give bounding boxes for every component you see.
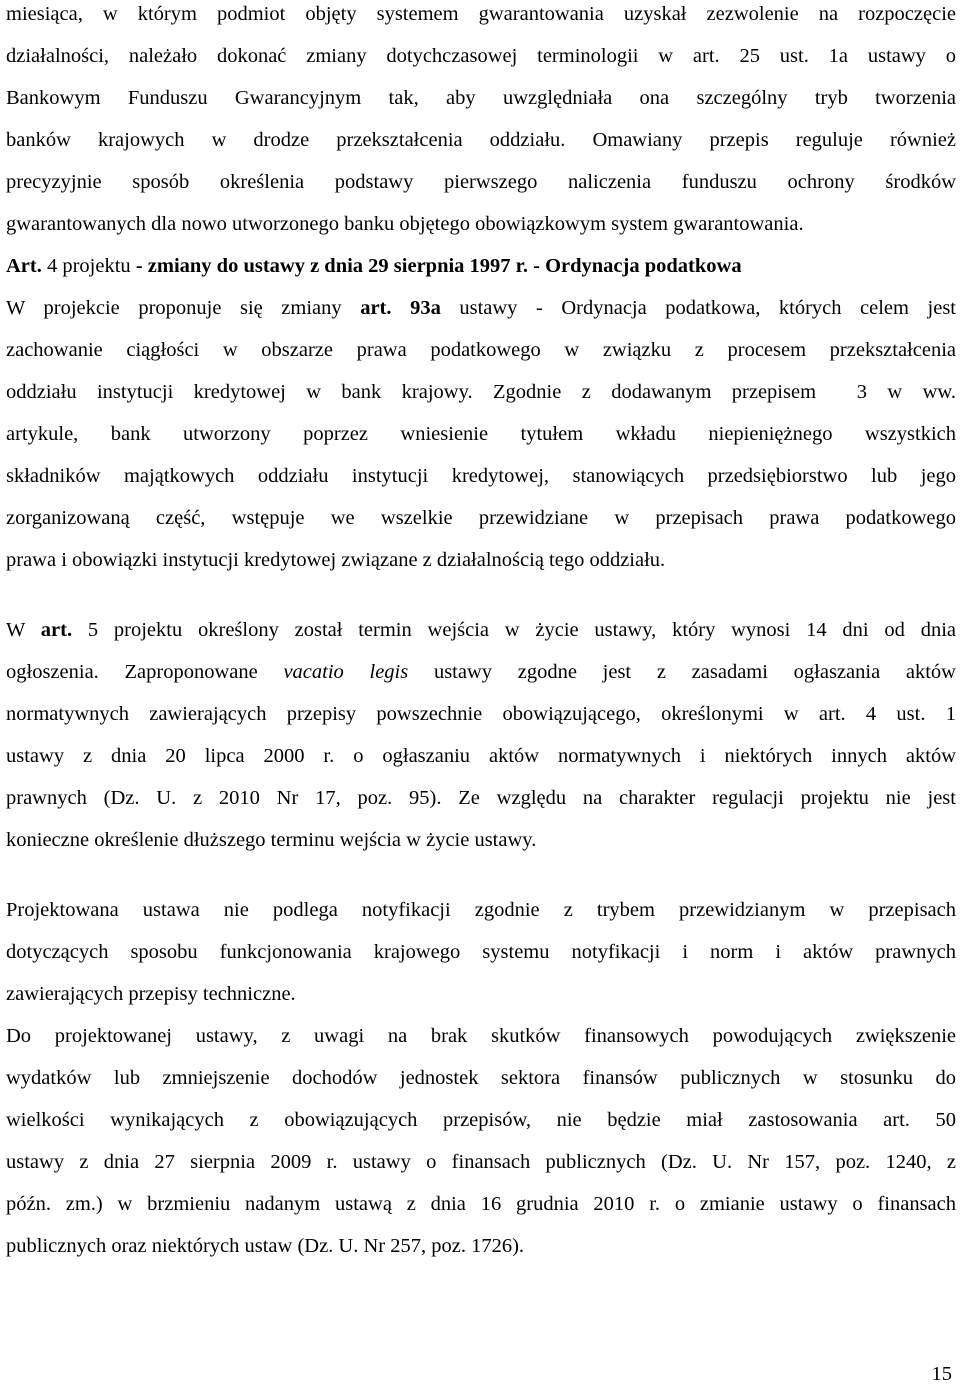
text-line — [6, 422, 956, 446]
text-run: prawnych (Dz. U. z 2010 Nr 17, poz. 95). Ze względu na charakter regulacji projektu nie jest — [6, 787, 956, 809]
text-line — [6, 464, 956, 488]
article-ref: art. — [360, 297, 392, 319]
article-ref: Art. — [6, 255, 42, 277]
text-run: Projektowana ustawa nie podlega notyfikacji zgodnie z trybem przewidzianym w przepisach — [6, 899, 956, 921]
text-line — [6, 786, 956, 810]
text-run: zachowanie ciągłości w obszarze prawa podatkowego w związku z procesem przekształcenia — [6, 339, 956, 361]
text-line — [6, 828, 956, 852]
text-line — [6, 86, 956, 110]
text-run: późn. zm.) w brzmieniu nadanym ustawą z dnia 16 grudnia 2010 r. o zmianie ustawy o finansach — [6, 1193, 956, 1215]
text-line — [6, 380, 956, 404]
italic-term: vacatio legis — [283, 661, 409, 683]
text-line — [6, 1150, 956, 1174]
text-line — [6, 338, 956, 362]
text-line — [6, 548, 956, 572]
text-run: działalności, należało dokonać zmiany dotychczasowej terminologii w art. 25 ust. 1a ustawy o — [6, 45, 956, 67]
text-run — [392, 297, 411, 319]
text-run: artykule, bank utworzony poprzez wniesienie tytułem wkładu niepieniężnego wszystkich — [6, 423, 956, 445]
text-line — [6, 898, 956, 922]
text-run: ustawy - Ordynacja podatkowa, których celem jest — [440, 297, 956, 319]
text-run: W projekcie proponuje się zmiany — [6, 297, 361, 319]
text-line — [6, 506, 956, 530]
text-run: zorganizowaną część, wstępuje we wszelkie przewidziane w przepisach prawa podatkowego — [6, 507, 956, 529]
text-run: ustawy zgodne jest z zasadami ogłaszania aktów — [408, 661, 956, 683]
text-line — [6, 1192, 956, 1216]
text-run: oddziału instytucji kredytowej w bank krajowy. Zgodnie z dodawanym przepisem 3 w ww. — [6, 381, 956, 403]
text-run: 4 projektu — [41, 255, 136, 277]
article-ref: art. — [40, 619, 73, 641]
text-line — [6, 940, 956, 964]
text-run: 5 projektu określony został termin wejścia w życie ustawy, który wynosi 14 dni od dnia — [72, 619, 956, 641]
text-run: publicznych oraz niektórych ustaw (Dz. U. Nr 257, poz. 1726). — [6, 1235, 525, 1257]
text-line — [6, 128, 956, 152]
heading-text: - zmiany do ustawy z dnia 29 sierpnia 1997 r. - Ordynacja podatkowa — [135, 255, 742, 277]
text-run: banków krajowych w drodze przekształcenia oddziału. Omawiany przepis reguluje również — [6, 129, 956, 151]
text-line — [6, 44, 956, 68]
text-line — [6, 170, 956, 194]
text-run: zawierających przepisy techniczne. — [6, 983, 296, 1005]
text-line — [6, 744, 956, 768]
text-run: ustawy z dnia 20 lipca 2000 r. o ogłaszaniu aktów normatywnych i niektórych innych aktów — [6, 745, 956, 767]
text-run: normatywnych zawierających przepisy powszechnie obowiązującego, określonymi w art. 4 ust. 1 — [6, 703, 956, 725]
text-run: gwarantowanych dla nowo utworzonego banku objętego obowiązkowym system gwarantowania. — [6, 213, 804, 235]
text-line — [6, 1066, 956, 1090]
text-run: miesiąca, w którym podmiot objęty systemem gwarantowania uzyskał zezwolenie na rozpoczęcie — [6, 3, 956, 25]
text-run: ogłoszenia. Zaproponowane — [6, 661, 284, 683]
text-run: wydatków lub zmniejszenie dochodów jednostek sektora finansów publicznych w stosunku do — [6, 1067, 956, 1089]
article-ref: 93a — [410, 297, 441, 319]
text-run: składników majątkowych oddziału instytucji kredytowej, stanowiących przedsiębiorstwo lub jego — [6, 465, 956, 487]
text-line — [6, 702, 956, 726]
text-run: wielkości wynikających z obowiązujących przepisów, nie będzie miał zastosowania art. 50 — [6, 1109, 956, 1131]
text-line — [6, 2, 956, 26]
text-run: precyzyjnie sposób określenia podstawy pierwszego naliczenia funduszu ochrony środków — [6, 171, 956, 193]
text-line — [6, 618, 956, 642]
section-heading — [6, 254, 956, 278]
text-line — [6, 982, 956, 1006]
text-line — [6, 1024, 956, 1048]
text-run: prawa i obowiązki instytucji kredytowej związane z działalnością tego oddziału. — [6, 549, 666, 571]
text-line — [6, 1108, 956, 1132]
text-line — [6, 296, 956, 320]
text-run: W — [6, 619, 41, 641]
text-line — [6, 212, 956, 236]
text-run: Do projektowanej ustawy, z uwagi na brak skutków finansowych powodujących zwiększenie — [6, 1025, 956, 1047]
page-number: 15 — [931, 1363, 952, 1385]
text-run: konieczne określenie dłuższego terminu wejścia w życie ustawy. — [6, 829, 537, 851]
text-run: dotyczących sposobu funkcjonowania krajowego systemu notyfikacji i norm i aktów prawnych — [6, 941, 956, 963]
text-line — [6, 660, 956, 684]
text-run: Bankowym Funduszu Gwarancyjnym tak, aby uwzględniała ona szczególny tryb tworzenia — [6, 87, 956, 109]
text-line — [6, 1234, 956, 1258]
text-run: ustawy z dnia 27 sierpnia 2009 r. ustawy o finansach publicznych (Dz. U. Nr 157, poz. 1240, z — [6, 1151, 956, 1173]
